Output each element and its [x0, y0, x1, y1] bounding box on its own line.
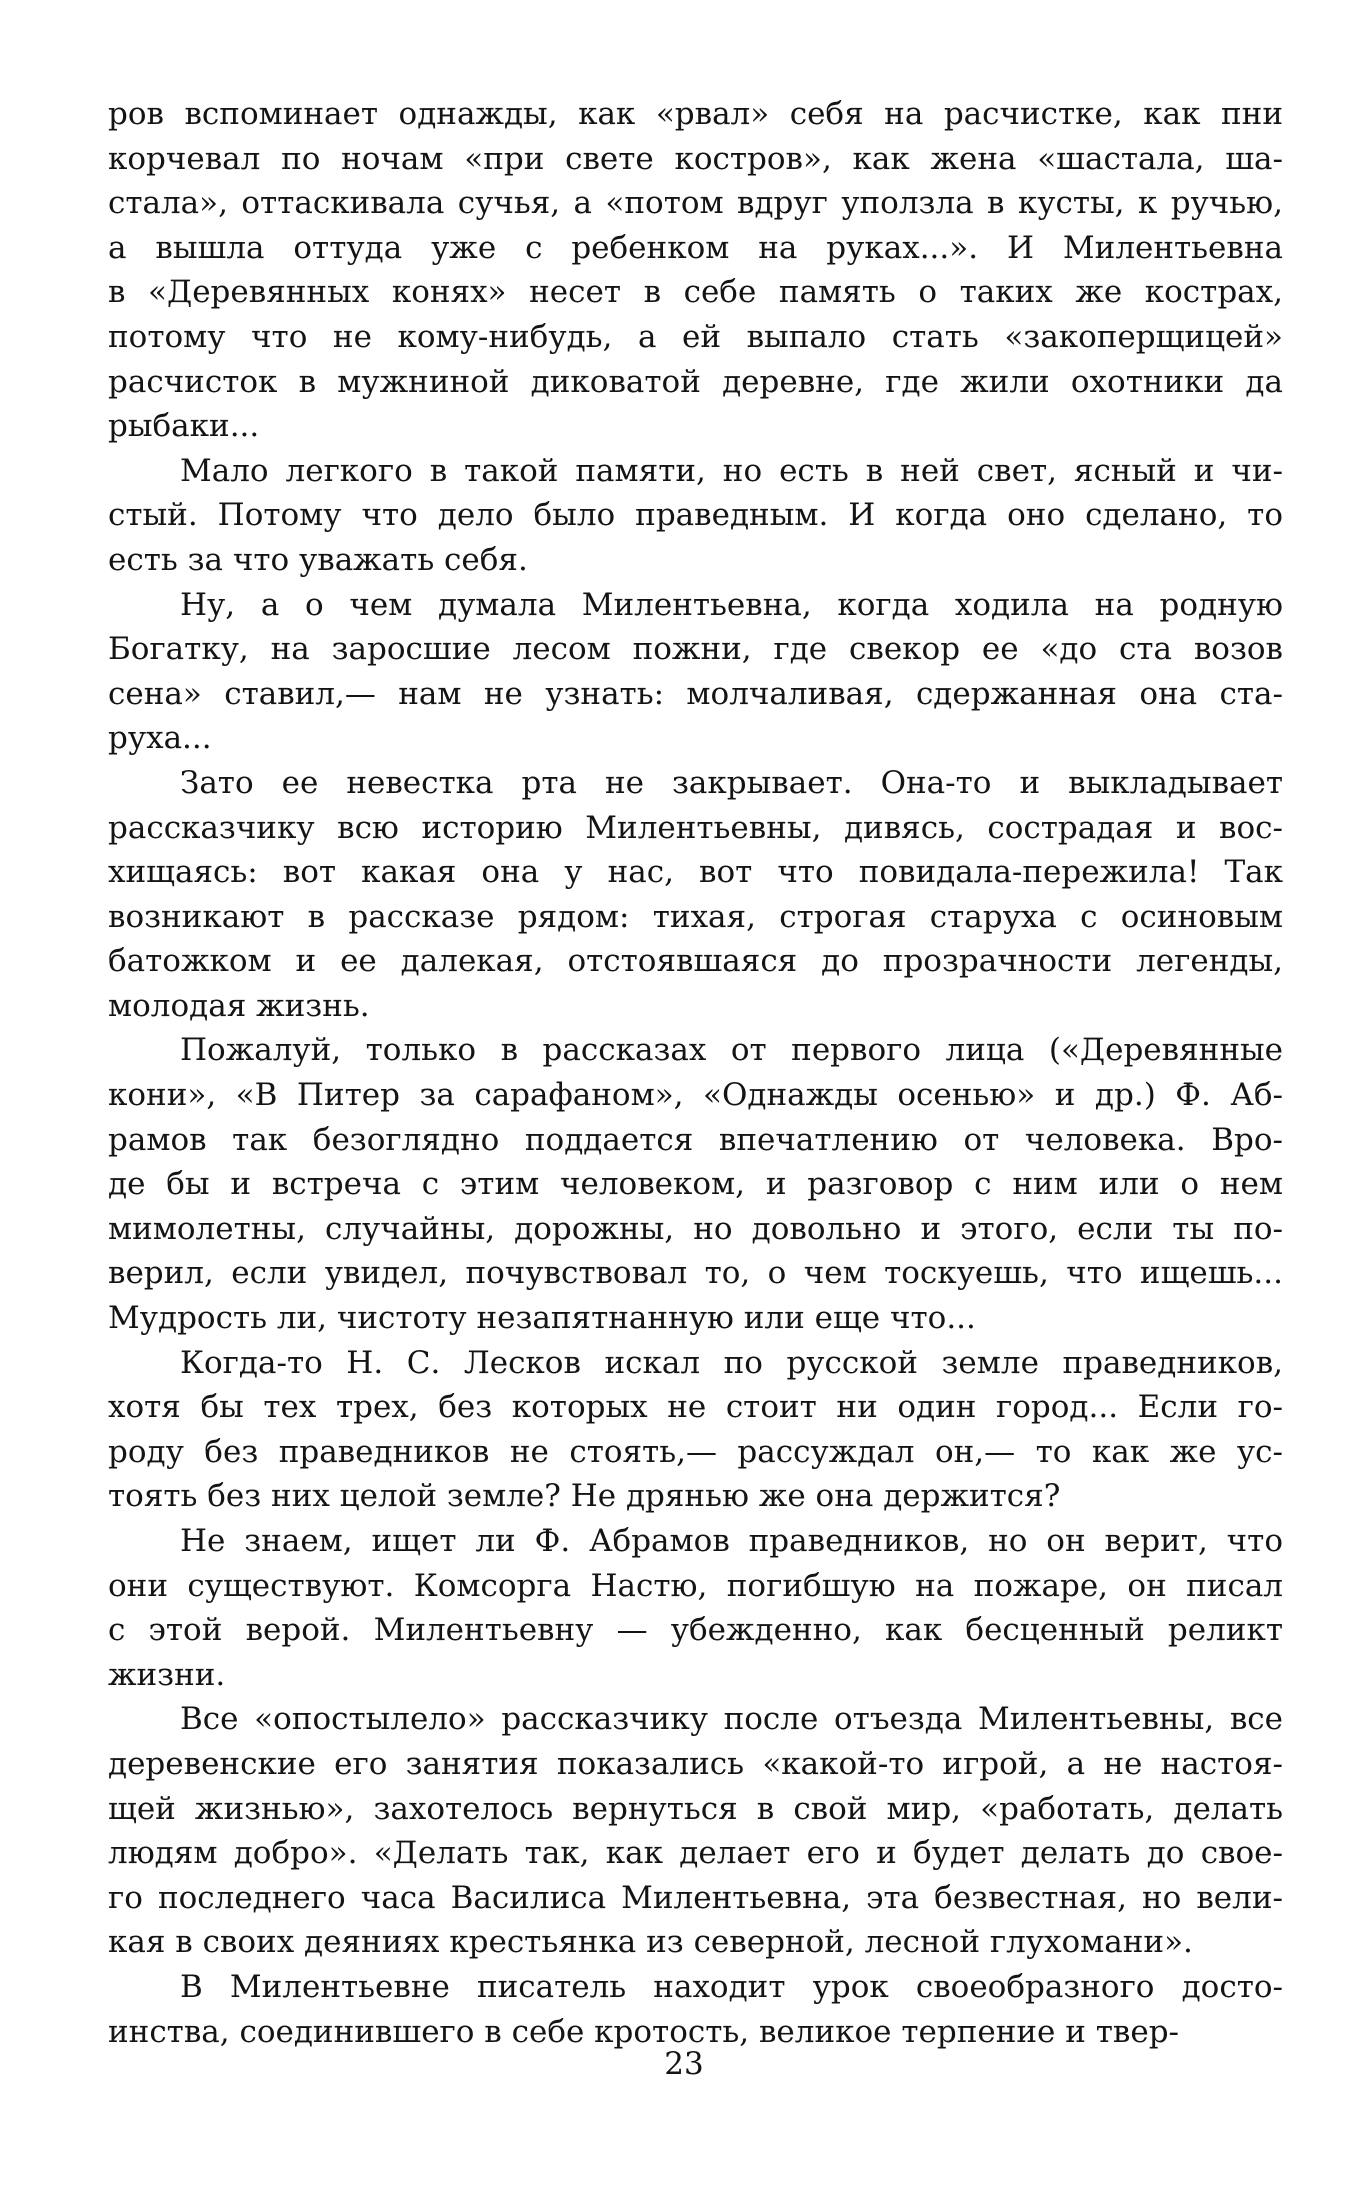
text-line: Богатку, на заросшие лесом пожни, где свекор ее «до ста возов [108, 631, 1283, 668]
text-line: а вышла оттуда уже с ребенком на руках...». И Милентьевна [108, 229, 1283, 266]
text-line: корчевал по ночам «при свете костров», как жена «шастала, ша- [108, 140, 1283, 177]
text-line: Пожалуй, только в рассказах от первого лица («Деревянные [180, 1032, 1283, 1069]
text-line: ров вспоминает однажды, как «рвал» себя на расчистке, как пни [108, 96, 1283, 132]
text-line: Мало легкого в такой памяти, но есть в ней свет, ясный и чи- [180, 452, 1283, 489]
paragraph [108, 449, 1283, 583]
text-line: рассказчику всю историю Милентьевны, дивясь, сострадая и вос- [108, 809, 1283, 846]
text-line: расчисток в мужниной диковатой деревне, где жили охотники да [108, 363, 1283, 400]
text-line: молодая жизнь. [108, 987, 370, 1024]
paragraph [108, 583, 1283, 761]
paragraph [108, 1519, 1283, 1697]
text-line: кони», «В Питер за сарафаном», «Однажды осенью» и др.) Ф. Аб- [108, 1077, 1283, 1114]
text-line: деревенские его занятия показались «какой-то игрой, а не настоя- [108, 1745, 1283, 1782]
text-line: верил, если увидел, почувствовал то, о чем тоскуешь, что ищешь... [108, 1255, 1283, 1292]
text-line: с этой верой. Милентьевну — убежденно, как бесценный реликт [108, 1612, 1283, 1649]
text-line: людям добро». «Делать так, как делает его и будет делать до свое- [108, 1835, 1283, 1872]
text-line: рамов так безоглядно поддается впечатлению от человека. Вро- [108, 1121, 1283, 1158]
text-line: в «Деревянных конях» несет в себе память о таких же кострах, [108, 274, 1283, 311]
text-line: В Милентьевне писатель находит урок своеобразного досто- [180, 1968, 1283, 2005]
text-line: Мудрость ли, чистоту незапятнанную или еще что... [108, 1300, 976, 1337]
text-line: кая в своих деяниях крестьянка из северной, лесной глухомани». [108, 1924, 1193, 1961]
text-line: Когда-то Н. С. Лесков искал по русской земле праведников, [180, 1344, 1283, 1381]
text-line: Все «опостылело» рассказчику после отъезда Милентьевны, все [180, 1701, 1283, 1738]
text-line: инства, соединившего в себе кротость, великое терпение и твер- [108, 2013, 1180, 2050]
text-line: го последнего часа Василиса Милентьевна, эта безвестная, но вели- [108, 1879, 1283, 1916]
paragraph [108, 1028, 1283, 1340]
text-line: возникают в рассказе рядом: тихая, строгая старуха с осиновым [108, 898, 1283, 935]
paragraph [108, 761, 1283, 1029]
paragraph [108, 1965, 1283, 2054]
text-line: стала», оттаскивала сучья, а «потом вдруг уползла в кусты, к ручью, [108, 185, 1283, 222]
text-line: жизни. [108, 1656, 226, 1693]
page-number: 23 [664, 2046, 704, 2082]
text-line: Зато ее невестка рта не закрывает. Она-то и выкладывает [180, 764, 1283, 801]
text-line: батожком и ее далекая, отстоявшаяся до прозрачности легенды, [108, 943, 1283, 980]
body-text [108, 92, 1283, 2054]
paragraph [108, 1341, 1283, 1519]
text-line: тоять без них целой земле? Не дрянью же она держится? [108, 1478, 1061, 1515]
text-line: де бы и встреча с этим человеком, и разговор с ним или о нем [108, 1166, 1283, 1203]
text-line: они существуют. Комсорга Настю, погибшую на пожаре, он писал [108, 1567, 1283, 1604]
text-line: Ну, а о чем думала Милентьевна, когда ходила на родную [180, 586, 1283, 623]
text-line: потому что не кому-нибудь, а ей выпало стать «закоперщицей» [108, 318, 1283, 355]
text-line: хотя бы тех трех, без которых не стоит ни один город... Если го- [108, 1389, 1283, 1426]
text-line: сена» ставил,— нам не узнать: молчаливая, сдержанная она ста- [108, 675, 1283, 712]
text-line: щей жизнью», захотелось вернуться в свой мир, «работать, делать [108, 1790, 1283, 1827]
text-line: рыбаки... [108, 408, 260, 445]
text-line: Не знаем, ищет ли Ф. Абрамов праведников, но он верит, что [180, 1523, 1283, 1559]
paragraph [108, 92, 1283, 449]
text-line: есть за что уважать себя. [108, 541, 528, 578]
text-line: хищаясь: вот какая она у нас, вот что повидала-пережила! Так [108, 854, 1283, 891]
paragraph [108, 1697, 1283, 1965]
text-line: руха... [108, 720, 212, 757]
text-line: мимолетны, случайны, дорожны, но довольно и этого, если ты по- [108, 1210, 1283, 1247]
text-line: стый. Потому что дело было праведным. И когда оно сделано, то [108, 497, 1283, 534]
text-line: роду без праведников не стоять,— рассуждал он,— то как же ус- [108, 1433, 1283, 1470]
